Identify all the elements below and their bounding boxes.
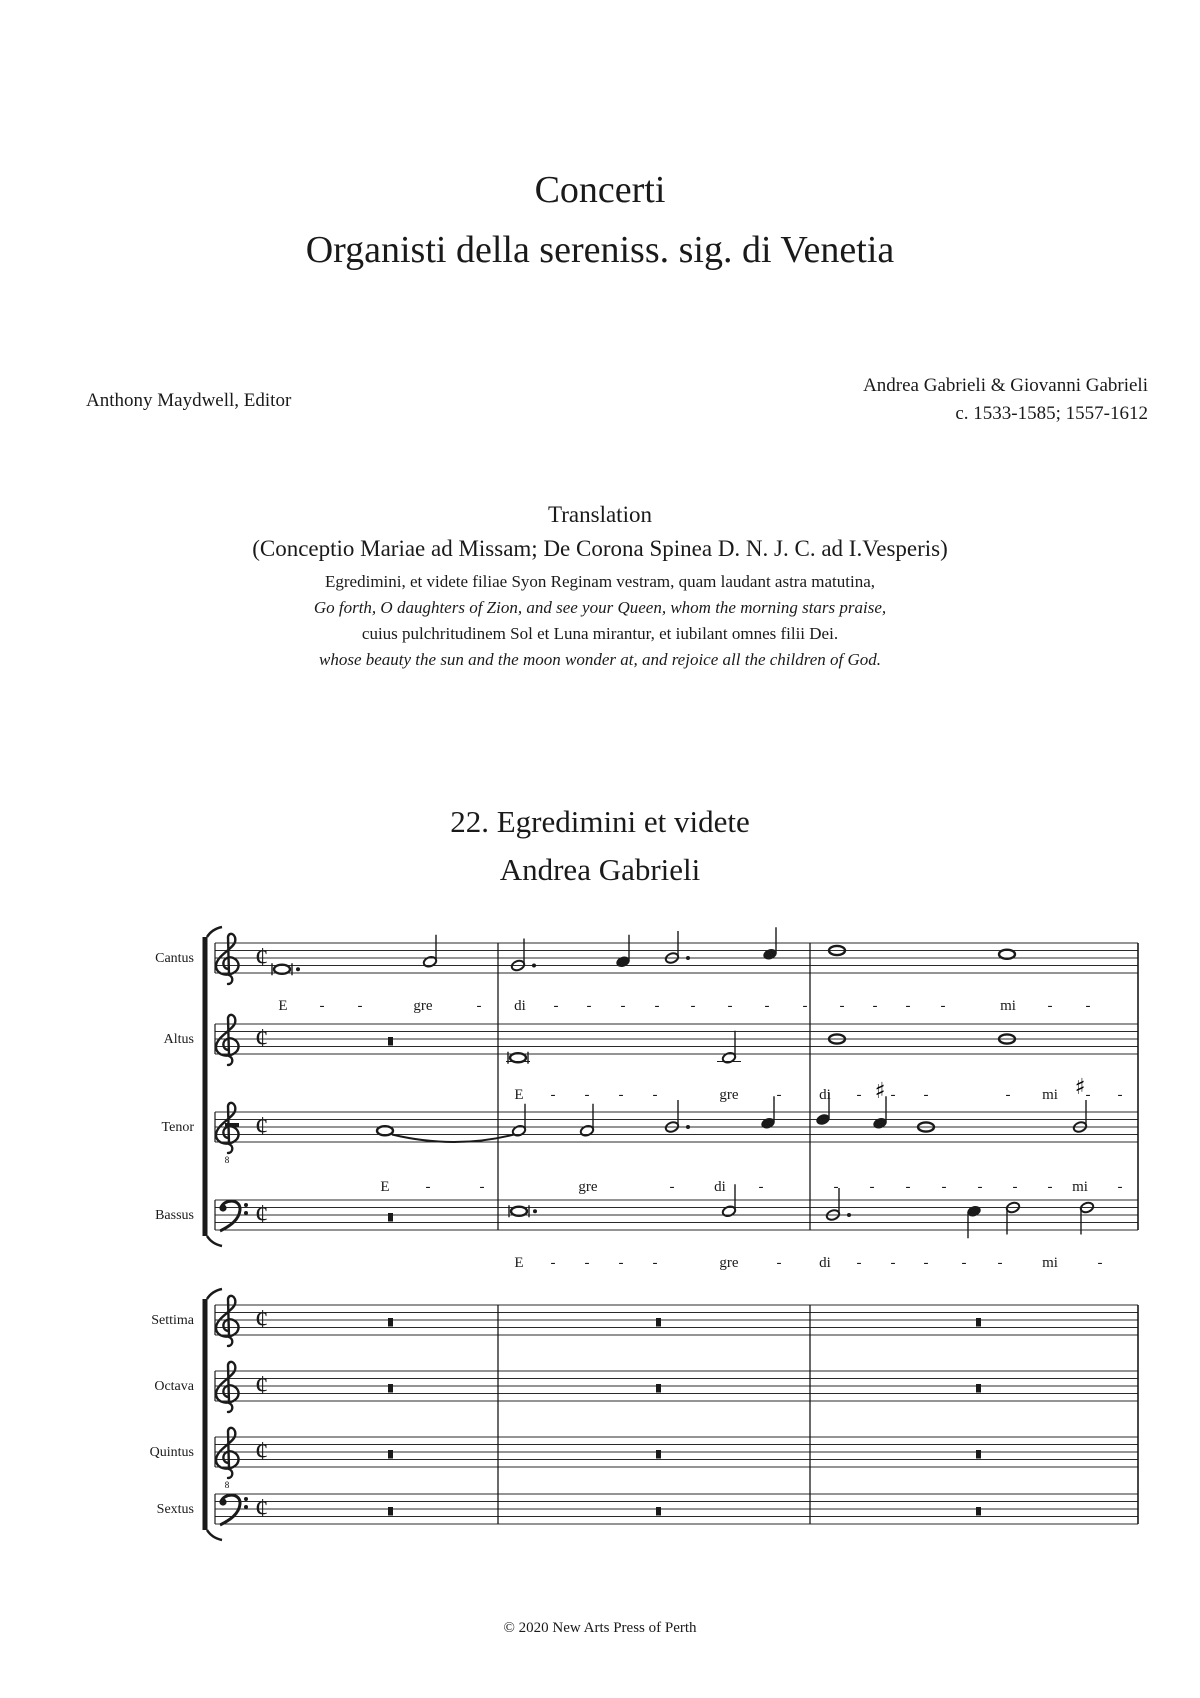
part-name: Sextus [156,1502,194,1517]
half-note [422,955,437,968]
lyric-syllable: - [1117,1087,1123,1103]
lyric-syllable: - [1047,998,1053,1014]
lyric-syllable: - [856,1255,862,1271]
editor-credit: Anthony Maydwell, Editor [86,390,292,411]
half-rest [225,1123,239,1127]
lyric-syllable: - [618,1087,624,1103]
breve-rest [388,1037,393,1046]
lyric-syllable: - [553,998,559,1014]
lyric-syllable: - [652,1255,658,1271]
treble-clef-icon [216,1362,239,1412]
quarter-note [760,1117,775,1130]
composer-names: Andrea Gabrieli & Giovanni Gabrieli [863,375,1148,396]
octave-eight-marker: 8 [224,1155,230,1165]
breve-rest [388,1507,393,1516]
lyric-syllable: E [514,1255,524,1271]
lyric-syllable: - [1117,1179,1123,1195]
time-signature: ¢ [255,1370,269,1400]
lyric-syllable: mi [1042,1255,1058,1271]
lyric-syllable: - [869,1179,875,1195]
part-name: Tenor [161,1120,194,1135]
translation-heading: Translation [548,502,652,527]
lyric-syllable: - [584,1087,590,1103]
lyric-syllable: - [776,1255,782,1271]
part-name: Altus [163,1032,194,1047]
breve-note [510,1053,526,1062]
note-dot [847,1213,851,1217]
treble-clef-icon [216,1103,239,1153]
latin-line-2: cuius pulchritudinem Sol et Luna mirantur, et iubilant omnes filii Dei. [361,624,839,643]
treble-clef-icon [216,934,239,984]
copyright: © 2020 New Arts Press of Perth [503,1620,697,1636]
lyric-syllable: - [977,1179,983,1195]
lyric-syllable: - [586,998,592,1014]
lyric-syllable: gre [578,1179,598,1195]
breve-rest [388,1450,393,1459]
bass-clef-icon-dot-lower [244,1211,248,1215]
time-signature: ¢ [255,1436,269,1466]
tie [392,1135,514,1143]
lyric-syllable: - [961,1255,967,1271]
lyric-syllable: - [758,1179,764,1195]
lyric-syllable: - [550,1255,556,1271]
lyric-syllable: - [1097,1255,1103,1271]
lyric-syllable: - [357,998,363,1014]
lyric-syllable: di [714,1179,726,1195]
bass-clef-icon-dot [219,1498,226,1505]
whole-note [377,1126,393,1135]
lyric-syllable: - [890,1255,896,1271]
treble-clef-icon [216,1296,239,1346]
time-signature: ¢ [255,1199,269,1229]
time-signature: ¢ [255,1493,269,1523]
lyric-syllable: - [833,1179,839,1195]
lyric-syllable: - [923,1255,929,1271]
bass-clef-icon-dot-lower [244,1505,248,1509]
note-dot [533,1209,537,1213]
treble-clef-icon [216,1428,239,1478]
piece-title: 22. Egredimini et videte [450,804,750,839]
english-line-2: whose beauty the sun and the moon wonder at, and rejoice all the children of God. [318,650,882,669]
breve-rest [976,1384,981,1393]
voices-bracket-bottom-hook [207,1236,222,1246]
instruments-bracket-bottom-hook [207,1530,222,1540]
bass-clef-icon-dot-upper [244,1497,248,1501]
whole-note [999,950,1015,959]
lyric-syllable: di [514,998,526,1014]
breve-rest [976,1507,981,1516]
breve-rest [976,1318,981,1327]
lyric-syllable: - [727,998,733,1014]
lyric-syllable: - [905,1179,911,1195]
half-note [721,1051,736,1064]
breve-rest [656,1384,661,1393]
half-note [579,1124,594,1137]
note-dot [296,967,300,971]
breve-rest [388,1213,393,1222]
lyric-syllable: - [940,998,946,1014]
lyric-syllable: - [776,1087,782,1103]
lyric-syllable: gre [719,1255,739,1271]
instruments-bracket-top-hook [207,1289,222,1299]
breve-rest [388,1384,393,1393]
sharp-icon: ♯ [874,1079,886,1104]
bass-clef-icon-dot-upper [244,1203,248,1207]
octave-eight-marker: 8 [224,1480,230,1490]
lyric-syllable: E [514,1087,524,1103]
time-signature: ¢ [255,1111,269,1141]
time-signature: ¢ [255,1023,269,1053]
lyric-syllable: - [319,998,325,1014]
lyric-syllable: - [802,998,808,1014]
lyric-syllable: - [669,1179,675,1195]
translation-feasts: (Conceptio Mariae ad Missam; De Corona Spinea D. N. J. C. ad I.Vesperis) [252,536,948,561]
lyric-syllable: - [923,1087,929,1103]
breve-rest [656,1507,661,1516]
part-name: Octava [154,1379,194,1394]
part-name: Cantus [155,951,194,966]
breve-rest [656,1450,661,1459]
lyric-syllable: - [652,1087,658,1103]
lyric-syllable: - [890,1087,896,1103]
breve-note [511,1207,527,1216]
breve-note [274,965,290,974]
quarter-note [966,1205,981,1218]
lyric-syllable: - [941,1179,947,1195]
lyric-syllable: - [1047,1179,1053,1195]
sharp-icon: ♯ [1074,1075,1086,1100]
lyric-syllable: - [905,998,911,1014]
time-signature: ¢ [255,942,269,972]
quarter-note [815,1113,830,1126]
voices-bracket-top-hook [207,927,222,937]
english-line-1: Go forth, O daughters of Zion, and see your Queen, whom the morning stars praise, [313,598,887,617]
piece-composer: Andrea Gabrieli [499,852,701,887]
lyric-syllable: - [1085,1087,1091,1103]
lyric-syllable: - [476,998,482,1014]
quarter-note [762,948,777,961]
lyric-syllable: - [764,998,770,1014]
lyric-syllable: - [479,1179,485,1195]
lyric-syllable: - [839,998,845,1014]
lyric-syllable: E [278,998,288,1014]
lyric-syllable: E [380,1179,390,1195]
title-line-1: Concerti [534,169,666,211]
lyric-syllable: di [819,1255,831,1271]
part-name: Bassus [155,1208,194,1223]
part-name: Settima [151,1313,194,1328]
lyric-syllable: - [620,998,626,1014]
treble-clef-icon [216,1015,239,1065]
half-note [721,1205,736,1218]
lyric-syllable: - [425,1179,431,1195]
note-dot [532,964,536,968]
lyric-syllable: mi [1072,1179,1088,1195]
latin-line-1: Egredimini, et videte filiae Syon Reginam vestram, quam laudant astra matutina, [325,572,875,591]
breve-rest [976,1450,981,1459]
lyric-syllable: - [1005,1087,1011,1103]
note-dot [686,1125,690,1129]
note-dot [686,956,690,960]
lyric-syllable: - [872,998,878,1014]
lyric-syllable: mi [1042,1087,1058,1103]
lyric-syllable: - [1085,998,1091,1014]
lyric-syllable: - [550,1087,556,1103]
lyric-syllable: gre [719,1087,739,1103]
part-name: Quintus [149,1445,194,1460]
time-signature: ¢ [255,1304,269,1334]
composer-dates: c. 1533-1585; 1557-1612 [955,403,1148,424]
lyric-syllable: - [856,1087,862,1103]
lyric-syllable: - [654,998,660,1014]
lyric-syllable: gre [413,998,433,1014]
lyric-syllable: - [584,1255,590,1271]
lyric-syllable: - [1012,1179,1018,1195]
bass-clef-icon-dot [219,1204,226,1211]
lyric-syllable: mi [1000,998,1016,1014]
quarter-note [615,955,630,968]
title-line-2: Organisti della sereniss. sig. di Venetia [305,229,895,271]
quarter-note [872,1117,887,1130]
lyric-syllable: - [690,998,696,1014]
lyric-syllable: di [819,1087,831,1103]
breve-rest [656,1318,661,1327]
lyric-syllable: - [618,1255,624,1271]
lyric-syllable: - [997,1255,1003,1271]
breve-rest [388,1318,393,1327]
